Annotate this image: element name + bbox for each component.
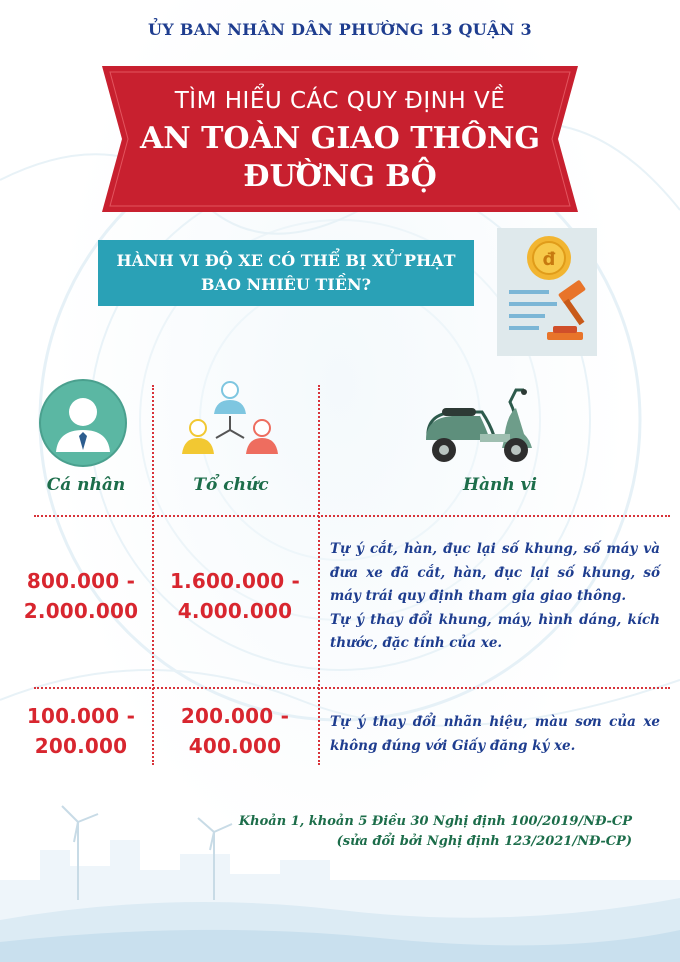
row-divider-2 — [34, 687, 670, 689]
page-title — [102, 120, 578, 196]
fine-individual-row-2: 100.000 - 200.000 — [26, 704, 136, 758]
question-line-1: HÀNH VI ĐỘ XE CÓ THỂ BỊ XỬ PHẠT — [116, 251, 456, 270]
organization-icon — [180, 378, 280, 464]
row-divider-1 — [34, 515, 670, 517]
fine-organization-row-2: 200.000 - 400.000 — [180, 704, 290, 758]
city-skyline-decoration — [0, 770, 680, 962]
person-icon — [38, 378, 128, 468]
title-line-1: AN TOÀN GIAO THÔNG — [139, 121, 541, 156]
document-coin-icon — [497, 228, 597, 356]
behavior-row-1: Tự ý cắt, hàn, đục lại số khung, số máy và đưa xe đã cắt, hàn, đục lại số khung, số máy trái quy định tham gia giao thông. Tự ý thay đổi khung, máy, hình dáng, kích thước, đặc tính của xe. — [330, 541, 660, 651]
question-box — [98, 240, 474, 306]
column-divider-1 — [152, 385, 154, 765]
issuing-authority: ỦY BAN NHÂN DÂN PHƯỜNG 13 QUẬN 3 — [148, 20, 532, 39]
svg-text:đ: đ — [542, 249, 556, 270]
legal-source: Khoản 1, khoản 5 Điều 30 Nghị định 100/2019/NĐ-CP (sửa đổi bởi Nghị định 123/2021/NĐ-CP) — [238, 814, 632, 849]
column-header-organization: Tổ chức — [193, 475, 269, 495]
title-intro: TÌM HIỂU CÁC QUY ĐỊNH VỀ — [174, 88, 506, 114]
fine-organization-row-1: 1.600.000 - 4.000.000 — [169, 569, 301, 623]
title-line-2: ĐƯỜNG BỘ — [243, 159, 437, 194]
scooter-icon — [420, 378, 542, 466]
behavior-row-2: Tự ý thay đổi nhãn hiệu, màu sơn của xe không đúng với Giấy đăng ký xe. — [330, 714, 660, 754]
fine-individual-row-1: 800.000 - 2.000.000 — [23, 569, 139, 623]
question-line-2: BAO NHIÊU TIỀN? — [201, 275, 371, 294]
column-header-behavior: Hành vi — [462, 475, 538, 495]
column-header-individual: Cá nhân — [46, 475, 126, 495]
column-divider-2 — [318, 385, 320, 765]
